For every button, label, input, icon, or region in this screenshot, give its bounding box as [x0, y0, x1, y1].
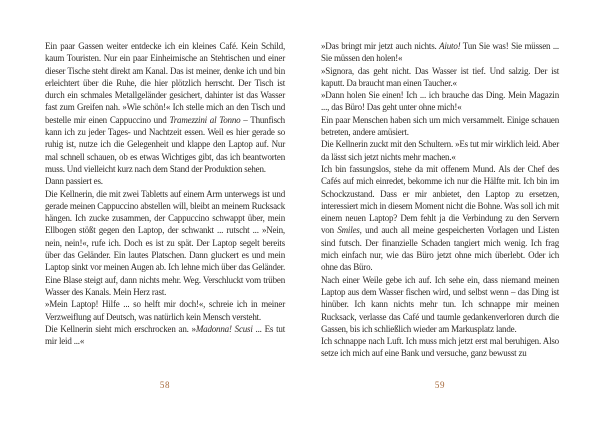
paragraph — [45, 298, 285, 323]
paragraph — [321, 89, 559, 114]
text-run: ... Es tut mir leid ...« — [45, 323, 285, 347]
paragraph — [45, 175, 285, 187]
paragraph — [45, 323, 285, 348]
text-run: Die Kellnerin sieht mich erschrocken an. » — [45, 323, 196, 334]
paragraph — [45, 188, 285, 299]
paragraph — [321, 138, 559, 163]
italic-text-run: Smiles — [337, 225, 360, 236]
text-run: »Dann holen Sie einen! Ich ... ich brauche das Ding. Mein Magazin ..., das Büro! Das geht unter ohne mich!« — [321, 90, 559, 113]
page-number-right: 59 — [434, 380, 446, 390]
paragraph — [321, 274, 559, 335]
paragraph — [321, 65, 559, 90]
text-run: Nach einer Weile gebe ich auf. Ich sehe ein, dass niemand meinen Laptop aus dem Wasser fischen wird, und selbst wenn – das Ding ist hinüber. Ich kann nichts mehr tun. Ich schnappe mir meinen Rucksack, verlasse das Café und taumle gedankenverloren durch die Gassen, bis ich schließlich wieder am Markusplatz lande. — [321, 274, 559, 334]
text-run: Dann passiert es. — [45, 176, 103, 187]
paragraph — [321, 114, 559, 139]
text-run: Ich bin fassungslos, stehe da mit offenem Mund. Als der Chef des Cafés auf mich einredet, bekomme ich nur die Hälfte mit. Ich bin im Schockzustand. Dass er mir anbietet, den Laptop zu ersetzen, interessiert mich in diesem Moment nicht die Bohne. Was soll ich mit einem neuen Laptop? Dem fehlt ja die Verbindung zu den Servern von — [321, 163, 559, 236]
paragraph — [321, 40, 559, 65]
text-run: Die Kellnerin, die mit zwei Tabletts auf einem Arm unterwegs ist und gerade meinen Cappuccino abstellen will, bleibt an meinem Rucksack hängen. Ich zucke zusammen, der Cappuccino schwappt über, mein Ellbogen stößt gegen den Laptop, der schwankt ... rutscht ... »Nein, nein, nein!«, rufe ich. Doch es ist zu spät. Der Laptop segelt bereits über das Geländer. Ein lautes Platschen. Dann gluckert es und mein Laptop sinkt vor meinen Augen ab. Ich lehne mich über das Geländer. Eine Blase steigt auf, dann nichts mehr. Weg. Verschluckt vom trüben Wasser des Kanals. Mein Herz rast. — [45, 188, 285, 297]
text-run: »Signora, das geht nicht. Das Wasser ist tief. Und salzig. Der ist kaputt. Da braucht man einen Taucher.« — [321, 65, 559, 88]
italic-text-run: Madonna! Scusi — [195, 323, 253, 334]
paragraph — [321, 163, 559, 274]
text-run: »Das bringt mir jetzt auch nichts. — [321, 41, 440, 51]
italic-text-run: Aiuto! — [439, 41, 461, 51]
text-run: Ein paar Menschen haben sich um mich versammelt. Einige schauen betreten, andere amüsiert. — [321, 114, 559, 138]
page-number-left: 58 — [159, 380, 171, 390]
text-run: »Mein Laptop! Hilfe ... so helft mir doch!«, schreie ich in meiner Verzweiflung auf Deutsch, was natürlich kein Mensch versteht. — [45, 299, 285, 322]
text-run: Tun Sie was! Sie müssen ... Sie müssen den holen!« — [321, 41, 559, 64]
page-right-text — [321, 40, 559, 360]
text-run: Ein paar Gassen weiter entdecke ich ein kleines Café. Kein Schild, kaum Touristen. Nur ein paar Einheimische an Stehtischen und einer dieser Tische steht direkt am Kanal. Das ist meiner, denke ich und bin erleichtert über die Ruhe, die hier plötzlich herrscht. Der Tisch ist durch ein schmales Metallgeländer gesichert, dahinter ist das Wasser fast zum Greifen nah. »Wie schön!« Ich stelle mich an den Tisch und bestelle mir einen Cappuccino und — [45, 41, 285, 125]
text-run: Ich schnappe nach Luft. Ich muss mich jetzt erst mal beruhigen. Also setze ich mich auf eine Bank und versuche, ganz bewusst zu — [321, 336, 559, 359]
text-run: Die Kellnerin zuckt mit den Schultern. »Es tut mir wirklich leid. Aber da lässt sich jetzt nichts mehr machen.« — [321, 139, 559, 162]
paragraph — [45, 40, 285, 175]
page-left-text — [45, 40, 285, 347]
text-run: – Thunfisch kann ich zu jeder Tages- und Nachtzeit essen. Weil es hier gerade so ruhig ist, nutze ich die Gelegenheit und klappe den Laptop auf. Nur mal schnell schauen, ob es etwas Wichtiges gibt, das ich beantworten muss. Und vielleicht kurz nach dem Stand der Produktion sehen. — [45, 114, 285, 174]
italic-text-run: Tramezzini al Tonno — [169, 114, 241, 125]
paragraph — [321, 335, 559, 360]
text-run: , und auch all meine gespeicherten Vorlagen und Listen sind futsch. Der finanzielle Schaden tangiert mich wenig. Ich frag mich einfach nur, wie das Büro jetzt ohne mich überlebt. Oder ich ohne das Büro. — [321, 225, 560, 273]
